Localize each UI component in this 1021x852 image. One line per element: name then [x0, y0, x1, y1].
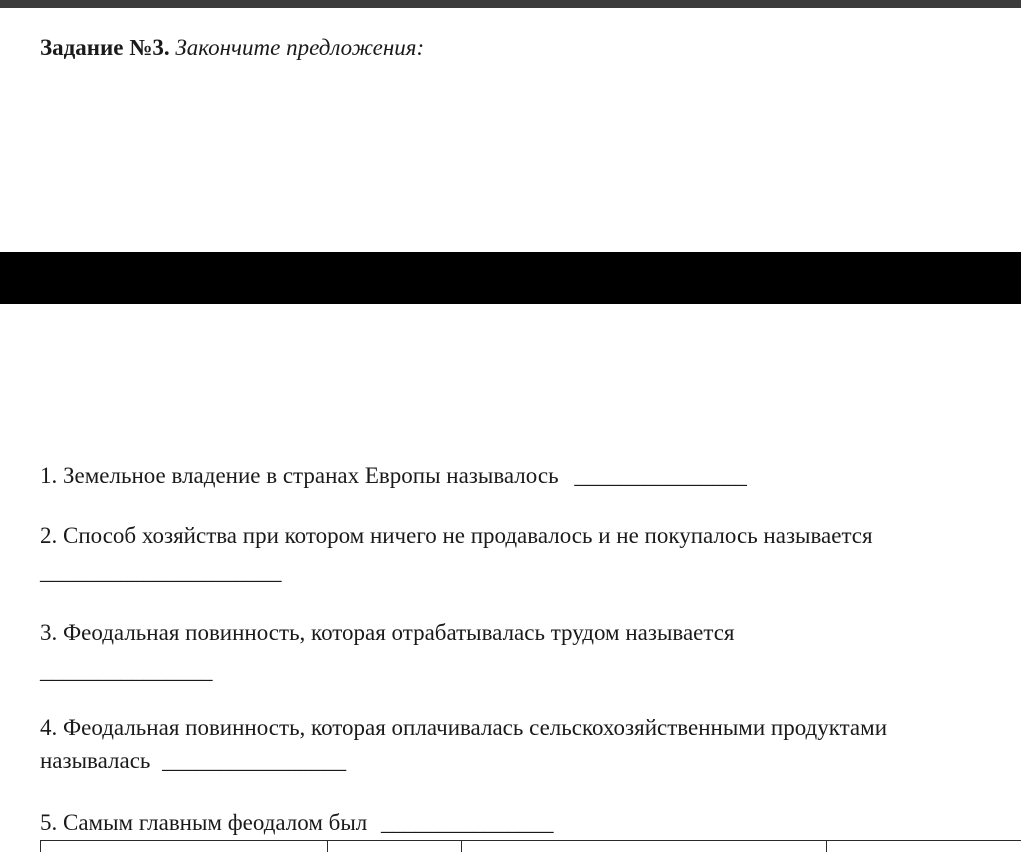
- question-3-blank: _______________: [40, 658, 213, 683]
- question-2-answer-line: [40, 557, 282, 587]
- question-1-blank: _______________: [574, 463, 747, 488]
- table-top-border: [40, 840, 1021, 841]
- question-2-text: 2. Способ хозяйства при котором ничего не продавалось и не покупалось называется: [40, 523, 873, 548]
- question-5: [40, 808, 554, 838]
- question-4-continuation: [40, 746, 346, 776]
- question-1-text: 1. Земельное владение в странах Европы называлось: [40, 463, 559, 488]
- question-4-text: 4. Феодальная повинность, которая оплачивалась сельскохозяйственными продуктами: [40, 715, 888, 740]
- table-column-divider: [40, 840, 41, 852]
- question-4-text-cont: называлась: [40, 748, 151, 773]
- question-3-answer-line: [40, 656, 213, 686]
- question-2: [40, 521, 873, 551]
- task-instruction: Закончите предложения:: [175, 35, 425, 60]
- question-1: [40, 461, 747, 491]
- task-heading: [40, 33, 424, 63]
- question-4-blank: ________________: [162, 748, 347, 773]
- redaction-bar: [0, 252, 1021, 304]
- question-5-text: 5. Самым главным феодалом был: [40, 810, 368, 835]
- top-border: [0, 0, 1021, 8]
- question-4: [40, 713, 887, 743]
- question-3: [40, 618, 735, 648]
- table-column-divider: [327, 840, 328, 852]
- table-column-divider: [826, 840, 827, 852]
- task-label: Задание №3.: [40, 35, 170, 60]
- question-3-text: 3. Феодальная повинность, которая отрабатывалась трудом называется: [40, 620, 735, 645]
- table-column-divider: [461, 840, 462, 852]
- question-5-blank: _______________: [381, 810, 554, 835]
- question-2-blank: _____________________: [40, 559, 282, 584]
